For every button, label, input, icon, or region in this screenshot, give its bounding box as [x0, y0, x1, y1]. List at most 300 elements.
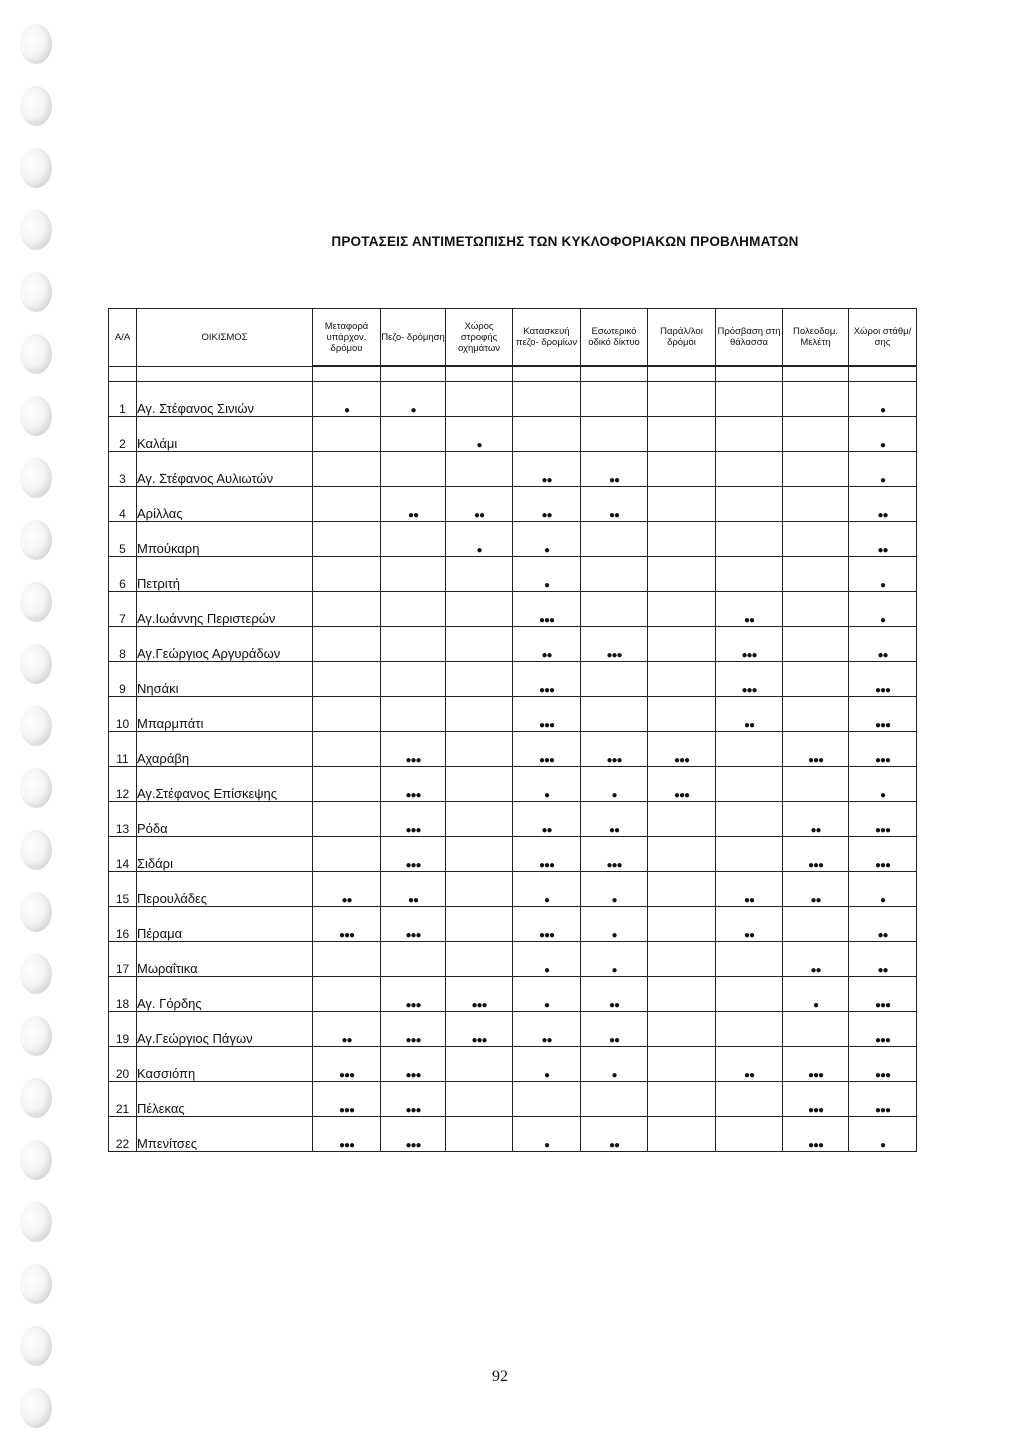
- mark-cell: [313, 732, 381, 767]
- mark-cell: ●●●: [849, 802, 917, 837]
- mark-cell: ●●●: [446, 977, 513, 1012]
- mark-cell: [716, 977, 783, 1012]
- mark-cell: ●●: [581, 452, 648, 487]
- mark-cell: [313, 977, 381, 1012]
- mark-cell: [581, 697, 648, 732]
- row-number: 22: [109, 1117, 137, 1152]
- mark-cell: [648, 1047, 716, 1082]
- mark-cell: [648, 627, 716, 662]
- row-number: 15: [109, 872, 137, 907]
- mark-cell: ●●: [513, 487, 581, 522]
- binder-hole: [20, 1264, 52, 1304]
- mark-cell: [716, 1012, 783, 1047]
- mark-cell: [313, 557, 381, 592]
- mark-cell: [381, 592, 446, 627]
- mark-cell: [446, 452, 513, 487]
- mark-cell: ●●●: [513, 732, 581, 767]
- settlement-name: Αχαράβη: [137, 732, 313, 767]
- mark-cell: ●: [849, 592, 917, 627]
- mark-cell: ●: [849, 417, 917, 452]
- column-header: Μεταφορά υπάρχον. δρόμου: [313, 309, 381, 367]
- mark-cell: ●●: [716, 1047, 783, 1082]
- row-number: 12: [109, 767, 137, 802]
- settlement-name: Μπενίτσες: [137, 1117, 313, 1152]
- mark-cell: [446, 662, 513, 697]
- mark-cell: ●: [581, 942, 648, 977]
- mark-cell: ●●: [581, 1012, 648, 1047]
- mark-cell: ●: [849, 382, 917, 417]
- mark-cell: ●●: [783, 872, 849, 907]
- table-row: [109, 662, 917, 697]
- mark-cell: [446, 1047, 513, 1082]
- mark-cell: ●●●: [313, 907, 381, 942]
- mark-cell: ●●●: [648, 732, 716, 767]
- settlement-name: Αγ.Ιωάννης Περιστερών: [137, 592, 313, 627]
- mark-cell: ●●●: [313, 1047, 381, 1082]
- row-number: 1: [109, 382, 137, 417]
- mark-cell: ●●●: [381, 1082, 446, 1117]
- mark-cell: [446, 627, 513, 662]
- settlement-name: Κασσιόπη: [137, 1047, 313, 1082]
- mark-cell: [648, 522, 716, 557]
- mark-cell: ●●: [581, 802, 648, 837]
- mark-cell: ●: [513, 767, 581, 802]
- binder-holes: [20, 0, 60, 1445]
- table-row: [109, 942, 917, 977]
- mark-cell: ●: [581, 1047, 648, 1082]
- mark-cell: [446, 592, 513, 627]
- mark-cell: [783, 557, 849, 592]
- mark-cell: ●●●: [849, 1082, 917, 1117]
- mark-cell: ●●: [313, 1012, 381, 1047]
- mark-cell: ●●●: [513, 662, 581, 697]
- mark-cell: [446, 732, 513, 767]
- mark-cell: ●●: [849, 627, 917, 662]
- binder-hole: [20, 1140, 52, 1180]
- column-header: Εσωτερικό οδικό δίκτυο: [581, 309, 648, 367]
- column-header: Χώρος στροφής οχημάτων: [446, 309, 513, 367]
- mark-cell: ●●: [513, 1012, 581, 1047]
- mark-cell: ●●: [581, 977, 648, 1012]
- mark-cell: [716, 557, 783, 592]
- mark-cell: ●●●: [381, 802, 446, 837]
- mark-cell: ●: [581, 872, 648, 907]
- mark-cell: ●●: [513, 452, 581, 487]
- mark-cell: ●: [513, 942, 581, 977]
- row-number: 7: [109, 592, 137, 627]
- mark-cell: ●●: [581, 1117, 648, 1152]
- mark-cell: ●●: [313, 872, 381, 907]
- mark-cell: [648, 417, 716, 452]
- mark-cell: [716, 767, 783, 802]
- table-row: [109, 1117, 917, 1152]
- table-row: [109, 382, 917, 417]
- mark-cell: [783, 417, 849, 452]
- binder-hole: [20, 706, 52, 746]
- mark-cell: [381, 627, 446, 662]
- row-number: 19: [109, 1012, 137, 1047]
- mark-cell: [648, 1082, 716, 1117]
- mark-cell: ●: [446, 522, 513, 557]
- mark-cell: [381, 662, 446, 697]
- table-row: [109, 1012, 917, 1047]
- binder-hole: [20, 520, 52, 560]
- mark-cell: [381, 452, 446, 487]
- binder-hole: [20, 1202, 52, 1242]
- binder-hole: [20, 1078, 52, 1118]
- mark-cell: ●: [849, 1117, 917, 1152]
- mark-cell: ●●●: [513, 697, 581, 732]
- mark-cell: [716, 1082, 783, 1117]
- mark-cell: ●●●: [648, 767, 716, 802]
- page-number: 92: [492, 1368, 508, 1385]
- table-row: [109, 452, 917, 487]
- row-number: 3: [109, 452, 137, 487]
- mark-cell: ●●: [716, 697, 783, 732]
- mark-cell: ●●●: [849, 977, 917, 1012]
- table-row: [109, 907, 917, 942]
- mark-cell: ●●●: [716, 627, 783, 662]
- mark-cell: [446, 1117, 513, 1152]
- mark-cell: [381, 942, 446, 977]
- settlement-name: Πέραμα: [137, 907, 313, 942]
- mark-cell: [446, 767, 513, 802]
- table-body: [109, 366, 917, 1152]
- mark-cell: ●: [849, 452, 917, 487]
- mark-cell: [381, 697, 446, 732]
- mark-cell: [313, 662, 381, 697]
- table-row: [109, 732, 917, 767]
- mark-cell: [716, 487, 783, 522]
- mark-cell: ●●●: [381, 767, 446, 802]
- mark-cell: ●: [313, 382, 381, 417]
- header-row: [109, 309, 917, 367]
- mark-cell: ●●●: [849, 1047, 917, 1082]
- mark-cell: [648, 977, 716, 1012]
- mark-cell: [648, 1117, 716, 1152]
- mark-cell: ●●: [716, 872, 783, 907]
- binder-hole: [20, 768, 52, 808]
- mark-cell: [783, 767, 849, 802]
- mark-cell: ●: [381, 382, 446, 417]
- mark-cell: ●●: [849, 907, 917, 942]
- mark-cell: [716, 1117, 783, 1152]
- mark-cell: [783, 697, 849, 732]
- mark-cell: ●●●: [381, 1047, 446, 1082]
- mark-cell: ●●●: [381, 1012, 446, 1047]
- row-number: 9: [109, 662, 137, 697]
- settlement-name: Ρόδα: [137, 802, 313, 837]
- mark-cell: [581, 417, 648, 452]
- column-header: ΟΙΚΙΣΜΟΣ: [137, 309, 313, 367]
- mark-cell: ●: [513, 1117, 581, 1152]
- mark-cell: [381, 557, 446, 592]
- table-row: [109, 487, 917, 522]
- table-row: [109, 872, 917, 907]
- settlement-name: Μπαρμπάτι: [137, 697, 313, 732]
- mark-cell: [381, 522, 446, 557]
- mark-cell: [716, 382, 783, 417]
- table-row: [109, 627, 917, 662]
- mark-cell: [446, 802, 513, 837]
- mark-cell: [783, 487, 849, 522]
- mark-cell: ●: [849, 767, 917, 802]
- mark-cell: ●●●: [783, 1117, 849, 1152]
- mark-cell: ●●●: [783, 837, 849, 872]
- mark-cell: ●: [446, 417, 513, 452]
- header-spacer: [109, 366, 917, 382]
- settlement-name: Πετριτή: [137, 557, 313, 592]
- table-row: [109, 837, 917, 872]
- binder-hole: [20, 954, 52, 994]
- column-header: Χώροι στάθμ/σης: [849, 309, 917, 367]
- column-header: Κατασκευή πεζο- δρομίων: [513, 309, 581, 367]
- mark-cell: ●●: [849, 522, 917, 557]
- mark-cell: [783, 907, 849, 942]
- settlement-name: Αγ. Στέφανος Αυλιωτών: [137, 452, 313, 487]
- column-header: Πρόσβαση στη θάλασσα: [716, 309, 783, 367]
- table-row: [109, 592, 917, 627]
- mark-cell: [783, 1012, 849, 1047]
- binder-hole: [20, 1326, 52, 1366]
- row-number: 10: [109, 697, 137, 732]
- mark-cell: [581, 522, 648, 557]
- mark-cell: ●●●: [381, 732, 446, 767]
- mark-cell: ●●●: [513, 837, 581, 872]
- mark-cell: ●●●: [783, 1047, 849, 1082]
- mark-cell: ●●: [381, 872, 446, 907]
- mark-cell: ●●●: [381, 977, 446, 1012]
- table-row: [109, 1047, 917, 1082]
- mark-cell: ●: [783, 977, 849, 1012]
- mark-cell: ●●: [716, 907, 783, 942]
- mark-cell: [513, 382, 581, 417]
- mark-cell: [648, 662, 716, 697]
- binder-hole: [20, 582, 52, 622]
- mark-cell: [313, 592, 381, 627]
- binder-hole: [20, 892, 52, 932]
- mark-cell: ●●●: [513, 907, 581, 942]
- settlement-name: Σιδάρι: [137, 837, 313, 872]
- proposals-table: [108, 308, 917, 1152]
- mark-cell: [783, 382, 849, 417]
- table-row: [109, 557, 917, 592]
- mark-cell: ●: [513, 522, 581, 557]
- mark-cell: [648, 592, 716, 627]
- mark-cell: [648, 697, 716, 732]
- column-header: Παράλ/λοι δρόμοι: [648, 309, 716, 367]
- settlement-name: Αγ.Γεώργιος Αργυράδων: [137, 627, 313, 662]
- mark-cell: [783, 452, 849, 487]
- mark-cell: [446, 942, 513, 977]
- mark-cell: [446, 557, 513, 592]
- mark-cell: [381, 417, 446, 452]
- row-number: 14: [109, 837, 137, 872]
- column-header: Πεζο- δρόμηση: [381, 309, 446, 367]
- mark-cell: [313, 837, 381, 872]
- binder-hole: [20, 86, 52, 126]
- mark-cell: [581, 382, 648, 417]
- mark-cell: [783, 627, 849, 662]
- settlement-name: Καλάμι: [137, 417, 313, 452]
- mark-cell: ●●●: [849, 662, 917, 697]
- mark-cell: [446, 872, 513, 907]
- mark-cell: ●●●: [716, 662, 783, 697]
- mark-cell: [716, 942, 783, 977]
- binder-hole: [20, 334, 52, 374]
- settlement-name: Πέλεκας: [137, 1082, 313, 1117]
- row-number: 20: [109, 1047, 137, 1082]
- settlement-name: Αρίλλας: [137, 487, 313, 522]
- mark-cell: [716, 837, 783, 872]
- mark-cell: [313, 417, 381, 452]
- mark-cell: ●: [513, 977, 581, 1012]
- row-number: 18: [109, 977, 137, 1012]
- mark-cell: [581, 592, 648, 627]
- mark-cell: [648, 872, 716, 907]
- mark-cell: ●: [849, 557, 917, 592]
- binder-hole: [20, 644, 52, 684]
- binder-hole: [20, 830, 52, 870]
- mark-cell: [313, 942, 381, 977]
- mark-cell: [313, 452, 381, 487]
- mark-cell: ●●●: [381, 1117, 446, 1152]
- table-row: [109, 697, 917, 732]
- settlement-name: Αγ.Γεώργιος Πάγων: [137, 1012, 313, 1047]
- settlement-name: Μπούκαρη: [137, 522, 313, 557]
- mark-cell: [313, 767, 381, 802]
- mark-cell: ●●●: [783, 1082, 849, 1117]
- mark-cell: [313, 697, 381, 732]
- mark-cell: [313, 487, 381, 522]
- settlement-name: Αγ.Στέφανος Επίσκεψης: [137, 767, 313, 802]
- mark-cell: ●●●: [581, 732, 648, 767]
- mark-cell: ●●●: [849, 732, 917, 767]
- mark-cell: [581, 557, 648, 592]
- mark-cell: [446, 697, 513, 732]
- mark-cell: ●●: [446, 487, 513, 522]
- mark-cell: [648, 942, 716, 977]
- row-number: 11: [109, 732, 137, 767]
- mark-cell: ●●●: [381, 837, 446, 872]
- mark-cell: [783, 592, 849, 627]
- mark-cell: [648, 382, 716, 417]
- mark-cell: [783, 662, 849, 697]
- binder-hole: [20, 396, 52, 436]
- mark-cell: ●: [513, 1047, 581, 1082]
- page-title: ΠΡΟΤΑΣΕΙΣ ΑΝΤΙΜΕΤΩΠΙΣΗΣ ΤΩΝ ΚΥΚΛΟΦΟΡΙΑΚΩΝ ΠΡΟΒΛΗΜΑΤΩΝ: [331, 234, 799, 249]
- mark-cell: [513, 1082, 581, 1117]
- mark-cell: [716, 522, 783, 557]
- mark-cell: [446, 382, 513, 417]
- mark-cell: ●●: [581, 487, 648, 522]
- mark-cell: ●: [581, 907, 648, 942]
- row-number: 6: [109, 557, 137, 592]
- mark-cell: ●●: [783, 942, 849, 977]
- mark-cell: ●●: [849, 942, 917, 977]
- table-row: [109, 977, 917, 1012]
- mark-cell: [716, 452, 783, 487]
- mark-cell: ●●●: [849, 1012, 917, 1047]
- mark-cell: [313, 627, 381, 662]
- mark-cell: [716, 802, 783, 837]
- mark-cell: ●●●: [581, 837, 648, 872]
- settlement-name: Νησάκι: [137, 662, 313, 697]
- binder-hole: [20, 272, 52, 312]
- settlement-name: Περουλάδες: [137, 872, 313, 907]
- table-row: [109, 802, 917, 837]
- mark-cell: ●●●: [783, 732, 849, 767]
- mark-cell: ●●●: [313, 1082, 381, 1117]
- row-number: 16: [109, 907, 137, 942]
- binder-hole: [20, 458, 52, 498]
- binder-hole: [20, 24, 52, 64]
- mark-cell: ●●●: [446, 1012, 513, 1047]
- binder-hole: [20, 1016, 52, 1056]
- mark-cell: ●●: [513, 627, 581, 662]
- row-number: 8: [109, 627, 137, 662]
- mark-cell: ●●: [849, 487, 917, 522]
- mark-cell: [648, 487, 716, 522]
- mark-cell: ●: [513, 872, 581, 907]
- table-row: [109, 417, 917, 452]
- mark-cell: ●●●: [513, 592, 581, 627]
- row-number: 2: [109, 417, 137, 452]
- column-header: Πολεοδομ. Μελέτη: [783, 309, 849, 367]
- mark-cell: [446, 837, 513, 872]
- mark-cell: ●●: [716, 592, 783, 627]
- binder-hole: [20, 1388, 52, 1428]
- row-number: 4: [109, 487, 137, 522]
- binder-hole: [20, 210, 52, 250]
- mark-cell: [313, 802, 381, 837]
- mark-cell: ●●●: [313, 1117, 381, 1152]
- settlement-name: Αγ. Στέφανος Σινιών: [137, 382, 313, 417]
- mark-cell: ●●: [513, 802, 581, 837]
- mark-cell: ●●●: [581, 627, 648, 662]
- mark-cell: [446, 1082, 513, 1117]
- mark-cell: [648, 802, 716, 837]
- mark-cell: [648, 1012, 716, 1047]
- mark-cell: [648, 452, 716, 487]
- mark-cell: ●: [849, 872, 917, 907]
- column-header: Α/Α: [109, 309, 137, 367]
- mark-cell: [313, 522, 381, 557]
- table-row: [109, 767, 917, 802]
- mark-cell: ●: [581, 767, 648, 802]
- row-number: 5: [109, 522, 137, 557]
- binder-hole: [20, 148, 52, 188]
- mark-cell: [581, 1082, 648, 1117]
- mark-cell: ●: [513, 557, 581, 592]
- table-row: [109, 1082, 917, 1117]
- mark-cell: [648, 837, 716, 872]
- mark-cell: [783, 522, 849, 557]
- mark-cell: [446, 907, 513, 942]
- mark-cell: [648, 907, 716, 942]
- mark-cell: ●●●: [381, 907, 446, 942]
- mark-cell: [648, 557, 716, 592]
- mark-cell: [716, 417, 783, 452]
- row-number: 13: [109, 802, 137, 837]
- mark-cell: ●●●: [849, 837, 917, 872]
- mark-cell: ●●●: [849, 697, 917, 732]
- mark-cell: [581, 662, 648, 697]
- settlement-name: Αγ. Γόρδης: [137, 977, 313, 1012]
- row-number: 17: [109, 942, 137, 977]
- mark-cell: [513, 417, 581, 452]
- mark-cell: ●●: [381, 487, 446, 522]
